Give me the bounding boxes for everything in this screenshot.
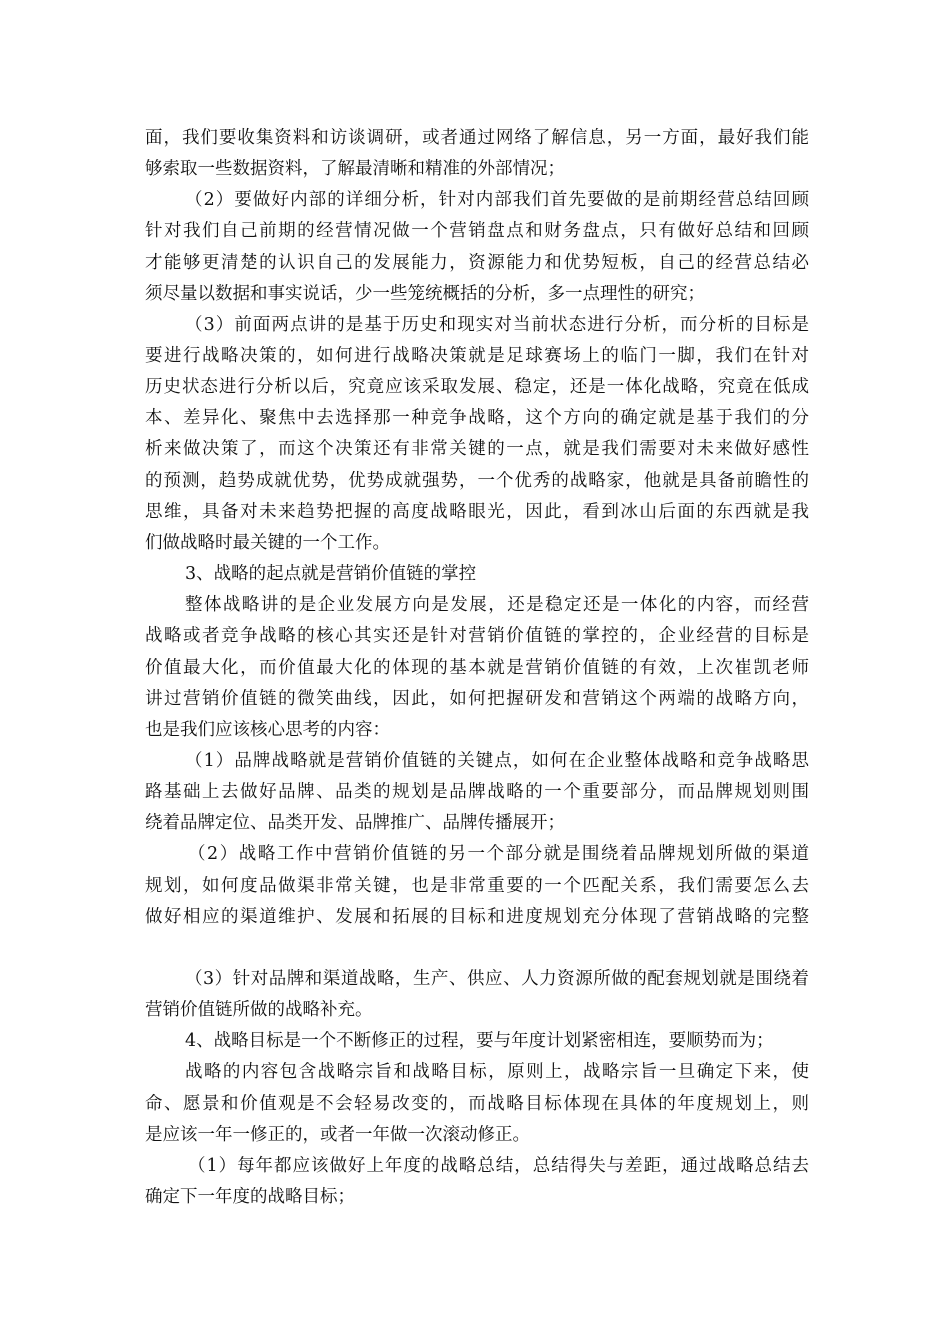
text-line: 做好相应的渠道维护、发展和拓展的目标和进度规划充分体现了营销战略的完整 bbox=[145, 907, 809, 927]
text-line: 营销价值链所做的战略补充。 bbox=[145, 1000, 373, 1020]
text-line: 才能够更清楚的认识自己的发展能力，资源能力和优势短板，自己的经营总结必 bbox=[145, 253, 809, 273]
text-line: 整体战略讲的是企业发展方向是发展，还是稳定还是一体化的内容，而经营 bbox=[185, 595, 809, 615]
text-line: 讲过营销价值链的微笑曲线，因此，如何把握研发和营销这个两端的战略方向， bbox=[145, 689, 809, 709]
text-line: 析来做决策了，而这个决策还有非常关键的一点，就是我们需要对未来做好感性 bbox=[145, 439, 809, 459]
text-line: 须尽量以数据和事实说话，少一些笼统概括的分析，多一点理性的研究； bbox=[145, 284, 705, 304]
text-line: （3）针对品牌和渠道战略，生产、供应、人力资源所做的配套规划就是围绕着 bbox=[185, 969, 809, 989]
text-line: （3）前面两点讲的是基于历史和现实对当前状态进行分析，而分析的目标是 bbox=[185, 315, 809, 335]
text-line: （2）要做好内部的详细分析，针对内部我们首先要做的是前期经营总结回顾 bbox=[185, 190, 809, 210]
text-line: 针对我们自己前期的经营情况做一个营销盘点和财务盘点，只有做好总结和回顾 bbox=[145, 221, 809, 241]
text-line: （2）战略工作中营销价值链的另一个部分就是围绕着品牌规划所做的渠道 bbox=[188, 844, 809, 864]
text-line: 够索取一些数据资料，了解最清晰和精准的外部情况； bbox=[145, 159, 565, 179]
text-line: 战略或者竞争战略的核心其实还是针对营销价值链的掌控的，企业经营的目标是 bbox=[145, 626, 809, 646]
text-line: 是应该一年一修正的，或者一年做一次滚动修正。 bbox=[145, 1125, 530, 1145]
text-line: 思维，具备对未来趋势把握的高度战略眼光，因此，看到冰山后面的东西就是我 bbox=[145, 502, 809, 522]
text-line: 的预测，趋势成就优势，优势成就强势，一个优秀的战略家，他就是具备前瞻性的 bbox=[145, 471, 809, 491]
text-line: 本、差异化、聚焦中去选择那一种竞争战略，这个方向的确定就是基于我们的分 bbox=[145, 408, 809, 428]
text-line: 战略的内容包含战略宗旨和战略目标，原则上，战略宗旨一旦确定下来，使 bbox=[185, 1062, 809, 1082]
text-line: （1）品牌战略就是营销价值链的关键点，如何在企业整体战略和竞争战略思 bbox=[185, 751, 809, 771]
text-line: 绕着品牌定位、品类开发、品牌推广、品牌传播展开； bbox=[145, 813, 565, 833]
text-line: 们做战略时最关键的一个工作。 bbox=[145, 533, 390, 553]
text-line: 历史状态进行分析以后，究竟应该采取发展、稳定，还是一体化战略，究竟在低成 bbox=[145, 377, 809, 397]
text-line: 路基础上去做好品牌、品类的规划是品牌战略的一个重要部分，而品牌规划则围 bbox=[145, 782, 809, 802]
text-line: 确定下一年度的战略目标； bbox=[145, 1187, 355, 1207]
text-line: 要进行战略决策的，如何进行战略决策就是足球赛场上的临门一脚，我们在针对 bbox=[145, 346, 809, 366]
section-heading: 3、战略的起点就是营销价值链的掌控 bbox=[185, 564, 477, 584]
text-line: 价值最大化，而价值最大化的体现的基本就是营销价值链的有效，上次崔凯老师 bbox=[145, 658, 809, 678]
section-heading: 4、战略目标是一个不断修正的过程，要与年度计划紧密相连，要顺势而为； bbox=[185, 1031, 774, 1051]
text-line: 规划，如何度品做渠非常关键，也是非常重要的一个匹配关系，我们需要怎么去 bbox=[145, 876, 809, 896]
text-line: 命、愿景和价值观是不会轻易改变的，而战略目标体现在具体的年度规划上，则 bbox=[145, 1094, 809, 1114]
text-line: （1）每年都应该做好上年度的战略总结，总结得失与差距，通过战略总结去 bbox=[188, 1156, 809, 1176]
text-line: 面，我们要收集资料和访谈调研，或者通过网络了解信息，另一方面，最好我们能 bbox=[145, 128, 809, 148]
text-line: 也是我们应该核心思考的内容： bbox=[145, 720, 390, 740]
